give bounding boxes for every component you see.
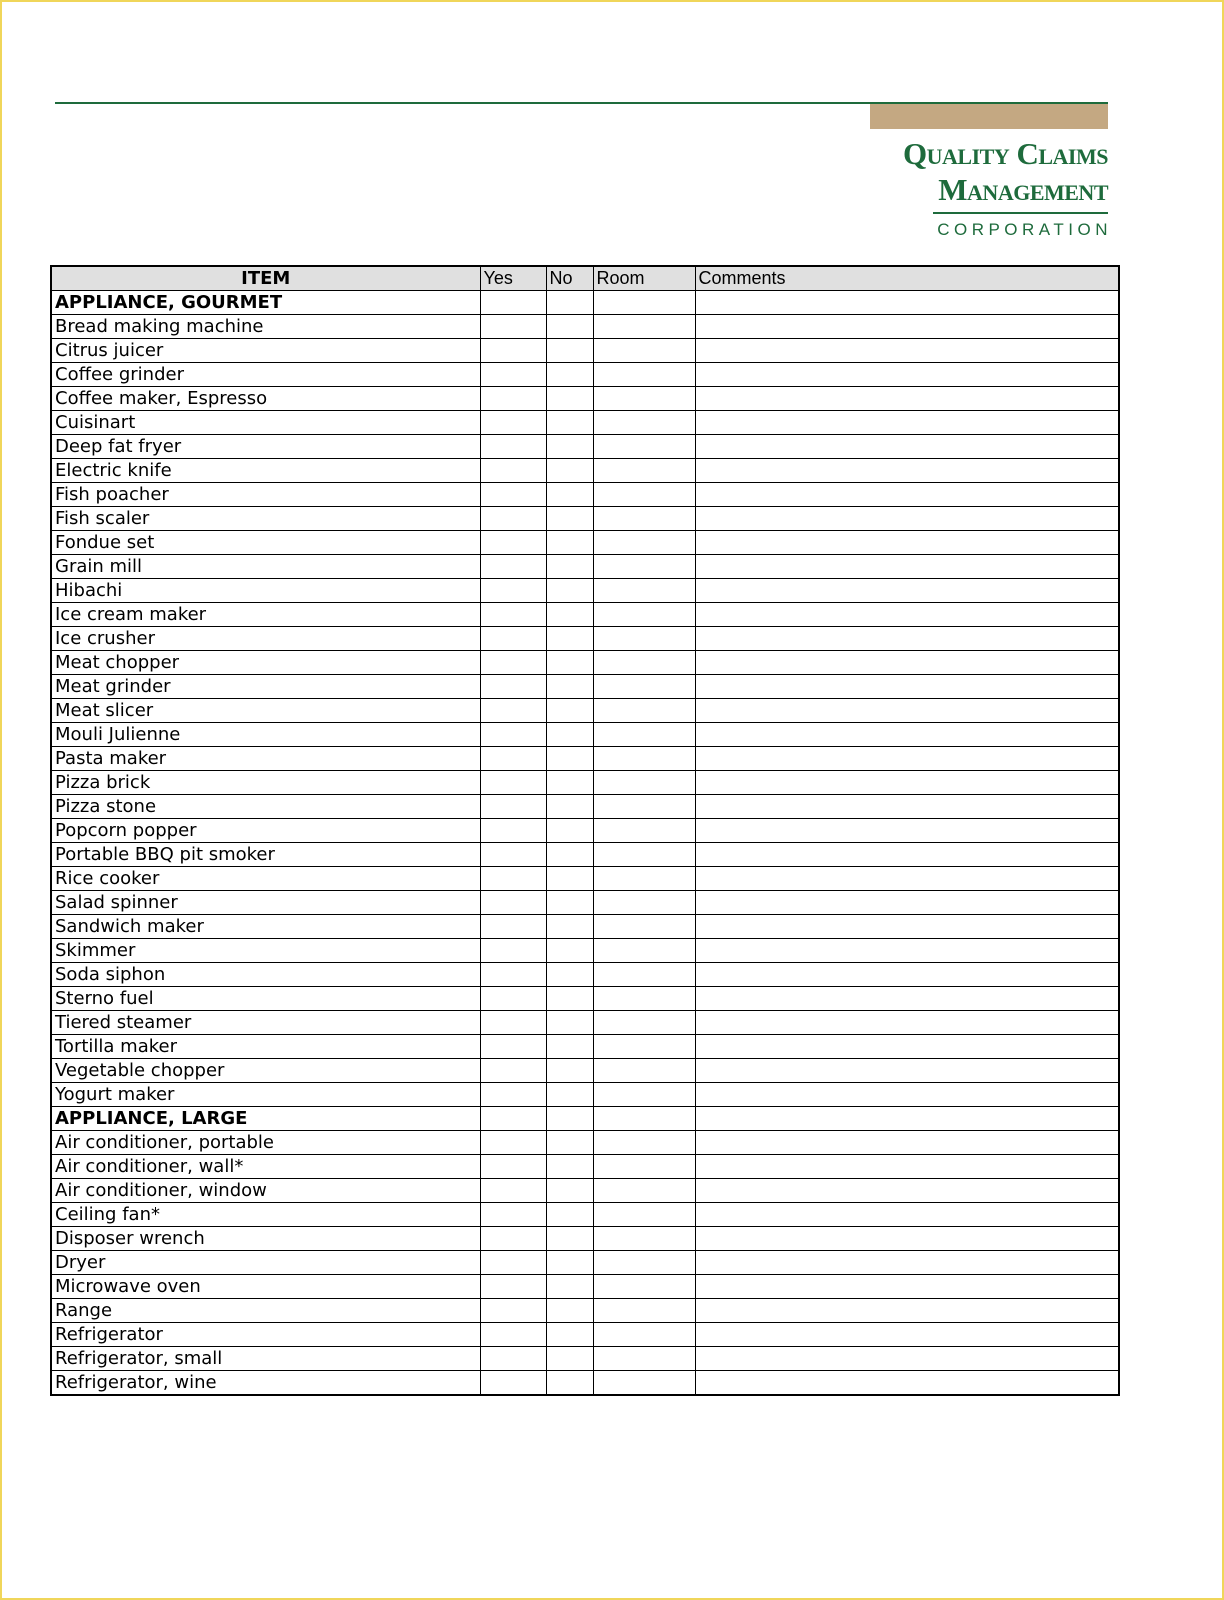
table-row bbox=[51, 1299, 1119, 1323]
table-row bbox=[51, 1035, 1119, 1059]
yes-cell[interactable] bbox=[480, 723, 546, 747]
table-row bbox=[51, 1155, 1119, 1179]
item-label: Pasta maker bbox=[51, 747, 480, 771]
room-cell[interactable] bbox=[593, 1179, 695, 1203]
comments-cell[interactable] bbox=[695, 987, 1119, 1011]
no-cell[interactable] bbox=[546, 891, 593, 915]
table-row bbox=[51, 723, 1119, 747]
column-header-no: No bbox=[546, 266, 593, 291]
no-cell[interactable] bbox=[546, 315, 593, 339]
room-cell[interactable] bbox=[593, 459, 695, 483]
no-cell[interactable] bbox=[546, 651, 593, 675]
yes-cell[interactable] bbox=[480, 651, 546, 675]
column-header-comments: Comments bbox=[695, 266, 1119, 291]
item-label: Meat grinder bbox=[51, 675, 480, 699]
no-cell[interactable] bbox=[546, 459, 593, 483]
table-body bbox=[51, 291, 1119, 1396]
comments-cell[interactable] bbox=[695, 1371, 1119, 1396]
comments-cell[interactable] bbox=[695, 1227, 1119, 1251]
item-label: Electric knife bbox=[51, 459, 480, 483]
room-cell[interactable] bbox=[593, 411, 695, 435]
yes-cell[interactable] bbox=[480, 531, 546, 555]
yes-cell[interactable] bbox=[480, 963, 546, 987]
table-row bbox=[51, 603, 1119, 627]
room-cell[interactable] bbox=[593, 1227, 695, 1251]
item-label: Hibachi bbox=[51, 579, 480, 603]
no-cell[interactable] bbox=[546, 291, 593, 315]
room-cell[interactable] bbox=[593, 1107, 695, 1131]
comments-cell[interactable] bbox=[695, 723, 1119, 747]
no-cell[interactable] bbox=[546, 483, 593, 507]
table-row bbox=[51, 1347, 1119, 1371]
room-cell[interactable] bbox=[593, 1083, 695, 1107]
no-cell[interactable] bbox=[546, 603, 593, 627]
comments-cell[interactable] bbox=[695, 579, 1119, 603]
room-cell[interactable] bbox=[593, 435, 695, 459]
room-cell[interactable] bbox=[593, 723, 695, 747]
item-label: Fondue set bbox=[51, 531, 480, 555]
no-cell[interactable] bbox=[546, 387, 593, 411]
comments-cell[interactable] bbox=[695, 651, 1119, 675]
comments-cell[interactable] bbox=[695, 483, 1119, 507]
table-row bbox=[51, 1227, 1119, 1251]
comments-cell[interactable] bbox=[695, 1347, 1119, 1371]
item-label: Salad spinner bbox=[51, 891, 480, 915]
item-label: Air conditioner, window bbox=[51, 1179, 480, 1203]
comments-cell[interactable] bbox=[695, 555, 1119, 579]
comments-cell[interactable] bbox=[695, 747, 1119, 771]
item-label: Air conditioner, portable bbox=[51, 1131, 480, 1155]
no-cell[interactable] bbox=[546, 531, 593, 555]
yes-cell[interactable] bbox=[480, 459, 546, 483]
table-row bbox=[51, 531, 1119, 555]
no-cell[interactable] bbox=[546, 939, 593, 963]
comments-cell[interactable] bbox=[695, 1275, 1119, 1299]
room-cell[interactable] bbox=[593, 363, 695, 387]
table-row bbox=[51, 1371, 1119, 1396]
logo-line-corporation: CORPORATION bbox=[937, 220, 1112, 239]
yes-cell[interactable] bbox=[480, 1347, 546, 1371]
table-row bbox=[51, 387, 1119, 411]
logo-accent-bar bbox=[870, 104, 1108, 129]
item-label: Coffee grinder bbox=[51, 363, 480, 387]
item-label: Soda siphon bbox=[51, 963, 480, 987]
yes-cell[interactable] bbox=[480, 387, 546, 411]
room-cell[interactable] bbox=[593, 939, 695, 963]
table-row bbox=[51, 939, 1119, 963]
comments-cell[interactable] bbox=[695, 363, 1119, 387]
yes-cell[interactable] bbox=[480, 1203, 546, 1227]
item-label: Vegetable chopper bbox=[51, 1059, 480, 1083]
no-cell[interactable] bbox=[546, 579, 593, 603]
yes-cell[interactable] bbox=[480, 843, 546, 867]
item-label: Cuisinart bbox=[51, 411, 480, 435]
comments-cell[interactable] bbox=[695, 1107, 1119, 1131]
no-cell[interactable] bbox=[546, 1107, 593, 1131]
section-label: APPLIANCE, LARGE bbox=[51, 1107, 480, 1131]
no-cell[interactable] bbox=[546, 915, 593, 939]
yes-cell[interactable] bbox=[480, 507, 546, 531]
item-label: Refrigerator, wine bbox=[51, 1371, 480, 1396]
comments-cell[interactable] bbox=[695, 1179, 1119, 1203]
yes-cell[interactable] bbox=[480, 603, 546, 627]
room-cell[interactable] bbox=[593, 1371, 695, 1396]
table-row bbox=[51, 771, 1119, 795]
item-label: Pizza stone bbox=[51, 795, 480, 819]
no-cell[interactable] bbox=[546, 1131, 593, 1155]
room-cell[interactable] bbox=[593, 771, 695, 795]
yes-cell[interactable] bbox=[480, 1275, 546, 1299]
no-cell[interactable] bbox=[546, 987, 593, 1011]
comments-cell[interactable] bbox=[695, 1083, 1119, 1107]
yes-cell[interactable] bbox=[480, 771, 546, 795]
yes-cell[interactable] bbox=[480, 915, 546, 939]
yes-cell[interactable] bbox=[480, 579, 546, 603]
no-cell[interactable] bbox=[546, 747, 593, 771]
item-label: Range bbox=[51, 1299, 480, 1323]
table-row bbox=[51, 891, 1119, 915]
no-cell[interactable] bbox=[546, 1083, 593, 1107]
room-cell[interactable] bbox=[593, 555, 695, 579]
room-cell[interactable] bbox=[593, 843, 695, 867]
no-cell[interactable] bbox=[546, 627, 593, 651]
item-label: Tiered steamer bbox=[51, 1011, 480, 1035]
room-cell[interactable] bbox=[593, 483, 695, 507]
yes-cell[interactable] bbox=[480, 339, 546, 363]
yes-cell[interactable] bbox=[480, 1179, 546, 1203]
yes-cell[interactable] bbox=[480, 483, 546, 507]
table-row bbox=[51, 579, 1119, 603]
item-label: Coffee maker, Espresso bbox=[51, 387, 480, 411]
table-row bbox=[51, 651, 1119, 675]
table-row bbox=[51, 1083, 1119, 1107]
comments-cell[interactable] bbox=[695, 1035, 1119, 1059]
no-cell[interactable] bbox=[546, 1347, 593, 1371]
room-cell[interactable] bbox=[593, 747, 695, 771]
item-label: Sandwich maker bbox=[51, 915, 480, 939]
table-row bbox=[51, 1011, 1119, 1035]
table-row bbox=[51, 363, 1119, 387]
table-row bbox=[51, 1059, 1119, 1083]
yes-cell[interactable] bbox=[480, 315, 546, 339]
comments-cell[interactable] bbox=[695, 675, 1119, 699]
item-label: Fish scaler bbox=[51, 507, 480, 531]
table-row bbox=[51, 675, 1119, 699]
item-label: Ice crusher bbox=[51, 627, 480, 651]
comments-cell[interactable] bbox=[695, 795, 1119, 819]
no-cell[interactable] bbox=[546, 795, 593, 819]
table-row bbox=[51, 963, 1119, 987]
item-label: Rice cooker bbox=[51, 867, 480, 891]
table-row bbox=[51, 819, 1119, 843]
item-label: Ice cream maker bbox=[51, 603, 480, 627]
item-label: Refrigerator, small bbox=[51, 1347, 480, 1371]
comments-cell[interactable] bbox=[695, 1155, 1119, 1179]
item-label: Skimmer bbox=[51, 939, 480, 963]
comments-cell[interactable] bbox=[695, 867, 1119, 891]
comments-cell[interactable] bbox=[695, 939, 1119, 963]
room-cell[interactable] bbox=[593, 699, 695, 723]
room-cell[interactable] bbox=[593, 291, 695, 315]
item-label: Yogurt maker bbox=[51, 1083, 480, 1107]
table-row bbox=[51, 555, 1119, 579]
item-label: Citrus juicer bbox=[51, 339, 480, 363]
no-cell[interactable] bbox=[546, 723, 593, 747]
item-label: Grain mill bbox=[51, 555, 480, 579]
item-label: Portable BBQ pit smoker bbox=[51, 843, 480, 867]
column-header-yes: Yes bbox=[480, 266, 546, 291]
yes-cell[interactable] bbox=[480, 699, 546, 723]
no-cell[interactable] bbox=[546, 1059, 593, 1083]
table-row bbox=[51, 1131, 1119, 1155]
table-row bbox=[51, 507, 1119, 531]
section-label: APPLIANCE, GOURMET bbox=[51, 291, 480, 315]
comments-cell[interactable] bbox=[695, 1203, 1119, 1227]
room-cell[interactable] bbox=[593, 795, 695, 819]
comments-cell[interactable] bbox=[695, 1011, 1119, 1035]
table-row bbox=[51, 1251, 1119, 1275]
company-logo bbox=[903, 136, 1112, 240]
no-cell[interactable] bbox=[546, 1371, 593, 1396]
room-cell[interactable] bbox=[593, 1251, 695, 1275]
yes-cell[interactable] bbox=[480, 1059, 546, 1083]
yes-cell[interactable] bbox=[480, 1227, 546, 1251]
no-cell[interactable] bbox=[546, 675, 593, 699]
column-header-room: Room bbox=[593, 266, 695, 291]
room-cell[interactable] bbox=[593, 579, 695, 603]
logo-line-management: Management bbox=[933, 172, 1108, 214]
room-cell[interactable] bbox=[593, 651, 695, 675]
item-label: Sterno fuel bbox=[51, 987, 480, 1011]
no-cell[interactable] bbox=[546, 507, 593, 531]
comments-cell[interactable] bbox=[695, 1251, 1119, 1275]
comments-cell[interactable] bbox=[695, 843, 1119, 867]
no-cell[interactable] bbox=[546, 1035, 593, 1059]
table-row bbox=[51, 1275, 1119, 1299]
item-label: Mouli Julienne bbox=[51, 723, 480, 747]
no-cell[interactable] bbox=[546, 1323, 593, 1347]
table-row bbox=[51, 843, 1119, 867]
comments-cell[interactable] bbox=[695, 963, 1119, 987]
room-cell[interactable] bbox=[593, 891, 695, 915]
room-cell[interactable] bbox=[593, 531, 695, 555]
item-label: Popcorn popper bbox=[51, 819, 480, 843]
no-cell[interactable] bbox=[546, 411, 593, 435]
room-cell[interactable] bbox=[593, 1131, 695, 1155]
table-row bbox=[51, 411, 1119, 435]
room-cell[interactable] bbox=[593, 1011, 695, 1035]
comments-cell[interactable] bbox=[695, 819, 1119, 843]
comments-cell[interactable] bbox=[695, 1059, 1119, 1083]
item-label: Refrigerator bbox=[51, 1323, 480, 1347]
yes-cell[interactable] bbox=[480, 819, 546, 843]
table-row bbox=[51, 435, 1119, 459]
room-cell[interactable] bbox=[593, 963, 695, 987]
yes-cell[interactable] bbox=[480, 435, 546, 459]
yes-cell[interactable] bbox=[480, 1131, 546, 1155]
section-header-row bbox=[51, 291, 1119, 315]
room-cell[interactable] bbox=[593, 1035, 695, 1059]
item-label: Disposer wrench bbox=[51, 1227, 480, 1251]
yes-cell[interactable] bbox=[480, 1299, 546, 1323]
no-cell[interactable] bbox=[546, 843, 593, 867]
section-header-row bbox=[51, 1107, 1119, 1131]
comments-cell[interactable] bbox=[695, 699, 1119, 723]
room-cell[interactable] bbox=[593, 1299, 695, 1323]
item-label: Meat chopper bbox=[51, 651, 480, 675]
room-cell[interactable] bbox=[593, 819, 695, 843]
room-cell[interactable] bbox=[593, 1155, 695, 1179]
yes-cell[interactable] bbox=[480, 675, 546, 699]
no-cell[interactable] bbox=[546, 1227, 593, 1251]
table-row bbox=[51, 1203, 1119, 1227]
room-cell[interactable] bbox=[593, 1347, 695, 1371]
item-label: Tortilla maker bbox=[51, 1035, 480, 1059]
comments-cell[interactable] bbox=[695, 915, 1119, 939]
yes-cell[interactable] bbox=[480, 1083, 546, 1107]
yes-cell[interactable] bbox=[480, 1251, 546, 1275]
no-cell[interactable] bbox=[546, 1275, 593, 1299]
item-label: Bread making machine bbox=[51, 315, 480, 339]
no-cell[interactable] bbox=[546, 363, 593, 387]
no-cell[interactable] bbox=[546, 963, 593, 987]
no-cell[interactable] bbox=[546, 867, 593, 891]
room-cell[interactable] bbox=[593, 603, 695, 627]
table-row bbox=[51, 867, 1119, 891]
table-row bbox=[51, 459, 1119, 483]
table-header-row bbox=[51, 266, 1119, 291]
table-row bbox=[51, 315, 1119, 339]
comments-cell[interactable] bbox=[695, 291, 1119, 315]
yes-cell[interactable] bbox=[480, 555, 546, 579]
room-cell[interactable] bbox=[593, 675, 695, 699]
yes-cell[interactable] bbox=[480, 747, 546, 771]
comments-cell[interactable] bbox=[695, 627, 1119, 651]
comments-cell[interactable] bbox=[695, 603, 1119, 627]
table-row bbox=[51, 699, 1119, 723]
logo-line-quality-claims: Quality Claims bbox=[903, 136, 1108, 171]
comments-cell[interactable] bbox=[695, 507, 1119, 531]
no-cell[interactable] bbox=[546, 699, 593, 723]
yes-cell[interactable] bbox=[480, 1107, 546, 1131]
yes-cell[interactable] bbox=[480, 1323, 546, 1347]
no-cell[interactable] bbox=[546, 1203, 593, 1227]
no-cell[interactable] bbox=[546, 1011, 593, 1035]
comments-cell[interactable] bbox=[695, 531, 1119, 555]
room-cell[interactable] bbox=[593, 387, 695, 411]
item-label: Air conditioner, wall* bbox=[51, 1155, 480, 1179]
no-cell[interactable] bbox=[546, 435, 593, 459]
no-cell[interactable] bbox=[546, 555, 593, 579]
item-label: Meat slicer bbox=[51, 699, 480, 723]
comments-cell[interactable] bbox=[695, 891, 1119, 915]
room-cell[interactable] bbox=[593, 1059, 695, 1083]
table-row bbox=[51, 747, 1119, 771]
yes-cell[interactable] bbox=[480, 867, 546, 891]
column-header-item: ITEM bbox=[51, 266, 480, 291]
yes-cell[interactable] bbox=[480, 291, 546, 315]
item-label: Fish poacher bbox=[51, 483, 480, 507]
comments-cell[interactable] bbox=[695, 387, 1119, 411]
comments-cell[interactable] bbox=[695, 771, 1119, 795]
item-label: Microwave oven bbox=[51, 1275, 480, 1299]
item-label: Pizza brick bbox=[51, 771, 480, 795]
comments-cell[interactable] bbox=[695, 315, 1119, 339]
yes-cell[interactable] bbox=[480, 939, 546, 963]
room-cell[interactable] bbox=[593, 627, 695, 651]
yes-cell[interactable] bbox=[480, 363, 546, 387]
room-cell[interactable] bbox=[593, 987, 695, 1011]
no-cell[interactable] bbox=[546, 1179, 593, 1203]
comments-cell[interactable] bbox=[695, 411, 1119, 435]
yes-cell[interactable] bbox=[480, 627, 546, 651]
room-cell[interactable] bbox=[593, 1203, 695, 1227]
no-cell[interactable] bbox=[546, 1299, 593, 1323]
yes-cell[interactable] bbox=[480, 1155, 546, 1179]
room-cell[interactable] bbox=[593, 915, 695, 939]
no-cell[interactable] bbox=[546, 339, 593, 363]
no-cell[interactable] bbox=[546, 1155, 593, 1179]
table-row bbox=[51, 987, 1119, 1011]
table-row bbox=[51, 627, 1119, 651]
yes-cell[interactable] bbox=[480, 795, 546, 819]
inventory-checklist-table bbox=[50, 265, 1120, 1396]
comments-cell[interactable] bbox=[695, 459, 1119, 483]
comments-cell[interactable] bbox=[695, 339, 1119, 363]
room-cell[interactable] bbox=[593, 867, 695, 891]
yes-cell[interactable] bbox=[480, 411, 546, 435]
comments-cell[interactable] bbox=[695, 1323, 1119, 1347]
comments-cell[interactable] bbox=[695, 1131, 1119, 1155]
no-cell[interactable] bbox=[546, 819, 593, 843]
room-cell[interactable] bbox=[593, 507, 695, 531]
room-cell[interactable] bbox=[593, 1323, 695, 1347]
table-row bbox=[51, 339, 1119, 363]
no-cell[interactable] bbox=[546, 1251, 593, 1275]
table-row bbox=[51, 1179, 1119, 1203]
room-cell[interactable] bbox=[593, 315, 695, 339]
table-row bbox=[51, 483, 1119, 507]
item-label: Dryer bbox=[51, 1251, 480, 1275]
comments-cell[interactable] bbox=[695, 435, 1119, 459]
yes-cell[interactable] bbox=[480, 1371, 546, 1396]
comments-cell[interactable] bbox=[695, 1299, 1119, 1323]
room-cell[interactable] bbox=[593, 339, 695, 363]
no-cell[interactable] bbox=[546, 771, 593, 795]
table-row bbox=[51, 1323, 1119, 1347]
table-row bbox=[51, 795, 1119, 819]
room-cell[interactable] bbox=[593, 1275, 695, 1299]
item-label: Ceiling fan* bbox=[51, 1203, 480, 1227]
yes-cell[interactable] bbox=[480, 987, 546, 1011]
yes-cell[interactable] bbox=[480, 1035, 546, 1059]
yes-cell[interactable] bbox=[480, 1011, 546, 1035]
item-label: Deep fat fryer bbox=[51, 435, 480, 459]
table-row bbox=[51, 915, 1119, 939]
yes-cell[interactable] bbox=[480, 891, 546, 915]
